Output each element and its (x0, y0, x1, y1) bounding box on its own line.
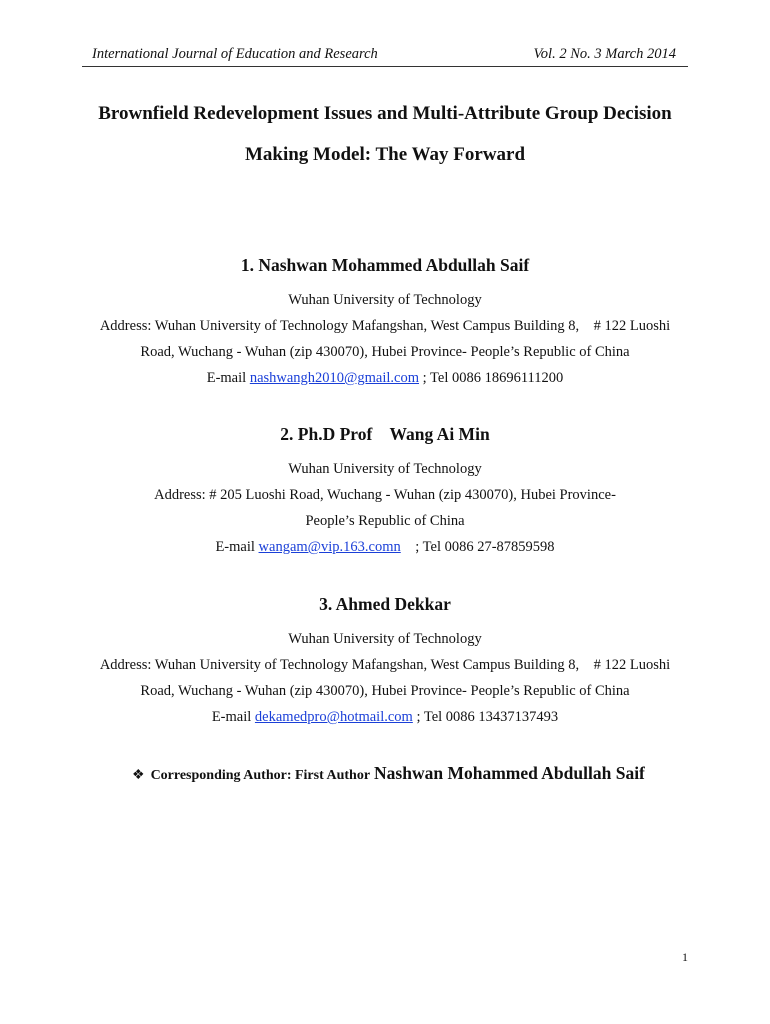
corresponding-label: Corresponding Author: First Author (150, 768, 371, 783)
email-link[interactable]: wangam@vip.163.comn (258, 539, 401, 555)
title-line-2: Making Model: The Way Forward (244, 144, 526, 165)
author-address-line-1: Address: Wuhan University of Technology Mafangshan, West Campus Building 8, # 122 Luoshi (99, 657, 671, 673)
phone-text: ; Tel 0086 27-87859598 (400, 539, 555, 555)
author-name: 3. Ahmed Dekkar (319, 594, 451, 614)
phone-text: ; Tel 0086 18696111200 (419, 370, 564, 386)
corresponding-author (132, 763, 645, 784)
author-affiliation: Wuhan University of Technology (288, 292, 482, 308)
title-line-1: Brownfield Redevelopment Issues and Multi-Attribute Group Decision (98, 103, 672, 124)
author-address-line-1: Address: # 205 Luoshi Road, Wuchang - Wuhan (zip 430070), Hubei Province- (154, 487, 616, 503)
phone-text: ; Tel 0086 13437137493 (412, 709, 559, 725)
journal-name: International Journal of Education and Research (92, 46, 378, 62)
author-name: 2. Ph.D Prof Wang Ai Min (280, 424, 490, 444)
issue-info: Vol. 2 No. 3 March 2014 (533, 46, 676, 62)
author-address-line-2: Road, Wuchang - Wuhan (zip 430070), Hubei Province- People’s Republic of China (140, 344, 630, 360)
author-block-2 (40, 424, 730, 560)
author-name: 1. Nashwan Mohammed Abdullah Saif (240, 255, 530, 275)
author-address-line-2: People’s Republic of China (305, 513, 465, 529)
author-address-line-1: Address: Wuhan University of Technology Mafangshan, West Campus Building 8, # 122 Luoshi (99, 318, 671, 334)
author-address-line-2: Road, Wuchang - Wuhan (zip 430070), Hubei Province- People’s Republic of China (140, 683, 630, 699)
author-contact (40, 365, 730, 391)
author-affiliation: Wuhan University of Technology (288, 631, 482, 647)
email-link[interactable]: dekamedpro@hotmail.com (254, 709, 413, 725)
running-header (82, 44, 688, 67)
bullet-diamond-icon: ❖ (132, 768, 145, 783)
corresponding-name: Nashwan Mohammed Abdullah Saif (374, 763, 645, 783)
page-number: 1 (682, 950, 688, 964)
author-contact (40, 534, 730, 560)
author-affiliation: Wuhan University of Technology (288, 461, 482, 477)
email-label: E-mail (211, 709, 255, 725)
author-contact (40, 704, 730, 730)
email-label: E-mail (206, 370, 250, 386)
author-block-3 (40, 594, 730, 730)
paper-title (60, 93, 710, 175)
email-link[interactable]: nashwangh2010@gmail.com (249, 370, 420, 386)
email-label: E-mail (215, 539, 259, 555)
author-block-1 (40, 255, 730, 391)
